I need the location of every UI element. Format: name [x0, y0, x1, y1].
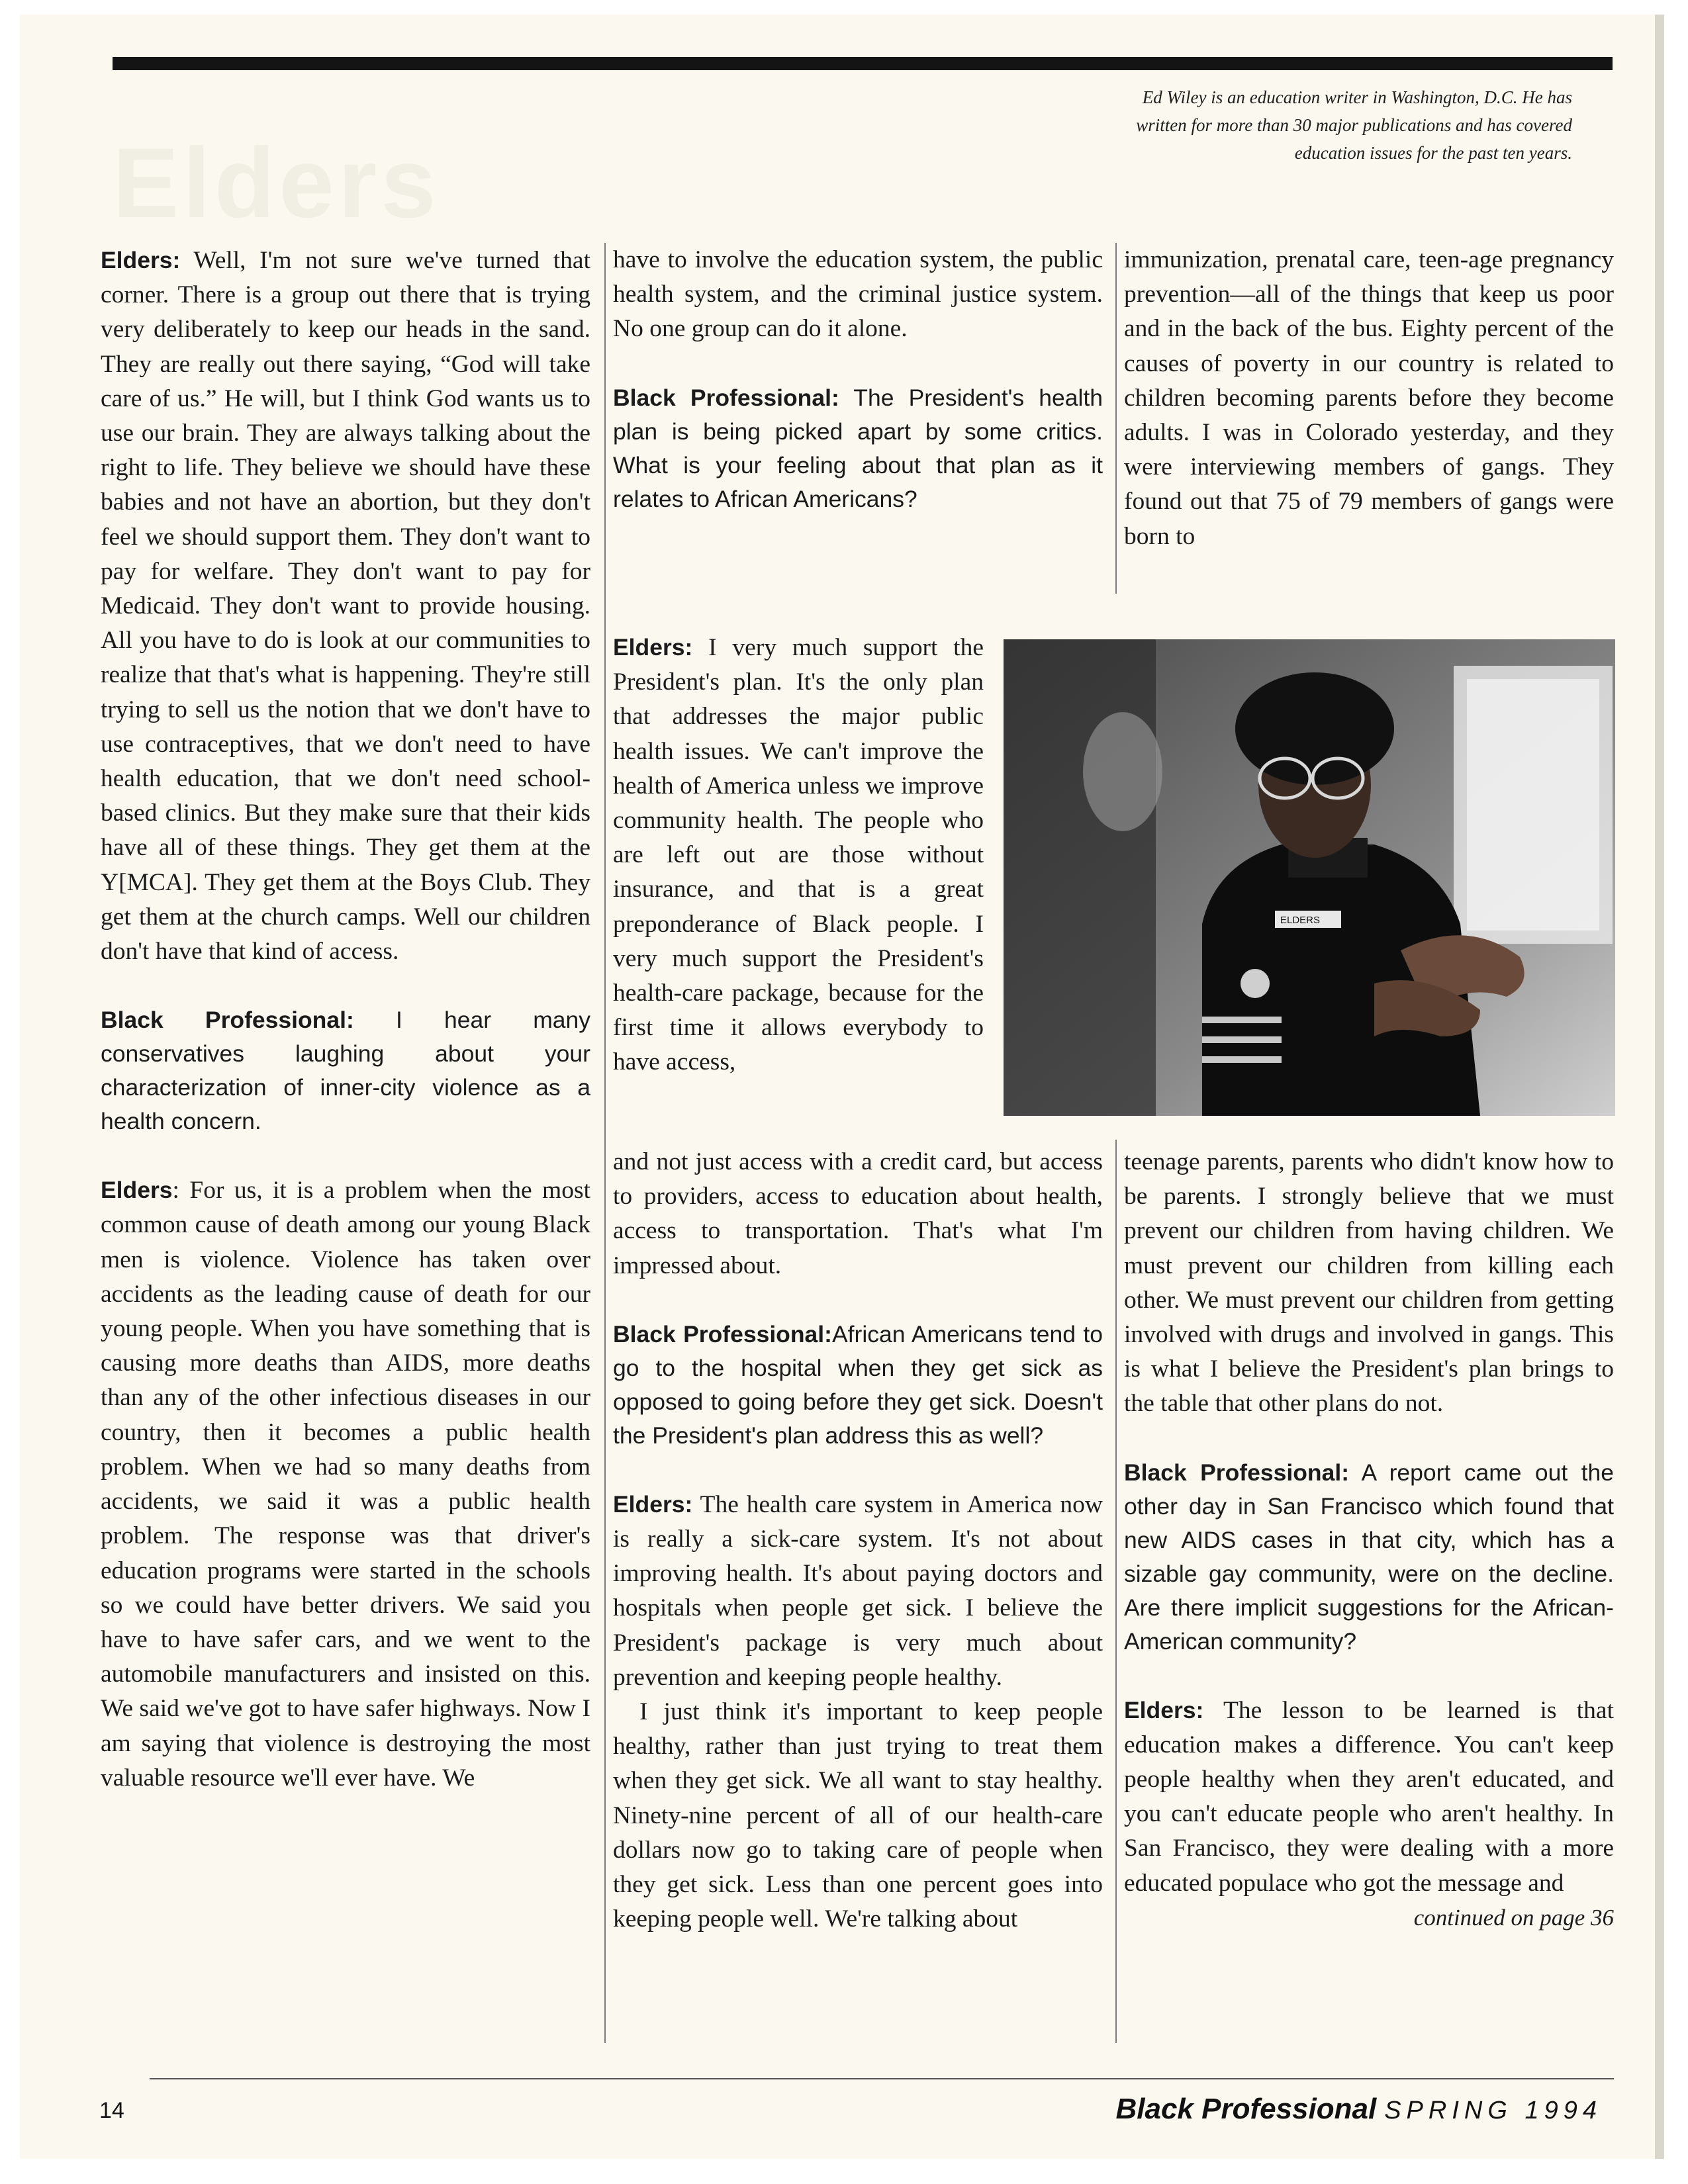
continued-note: continued on page 36 — [1413, 1904, 1614, 1931]
speaker-label: Elders: — [613, 1490, 693, 1518]
answer-paragraph: Elders: I very much support the President's plan. It's the only plan that addresses the major public health issues. We can't improve the health of America unless we improve community health. The people who are left out are those without insurance, and that is a great preponderance of Black people. I very much support the President's health-care package, because for the first time it allows everybody to have access, — [613, 634, 984, 1076]
answer-paragraph: have to involve the education system, the public health system, and the criminal justice system. No one group can do it alone. — [613, 246, 1103, 343]
footer-rule — [150, 2078, 1614, 2079]
question-paragraph: Black Professional: A report came out the other day in San Francisco which found that new AIDS cases in that city, which has a sizable gay community, were on the decline. Are there implicit suggestions for the African-American community? — [1124, 1459, 1614, 1655]
column-2-beside-photo — [613, 630, 984, 1080]
answer-paragraph: Elders: The health care system in America now is really a sick-care system. It's not about improving health. It's about paying doctors and hospitals when people get sick. I believe the President's package is very much about prevention and keeping people healthy. — [613, 1490, 1103, 1691]
answer-paragraph: I just think it's important to keep people healthy, rather than just trying to treat them when they get sick. We all want to stay healthy. Ninety-nine percent of all of our health-care dollars now go to taking care of people when they get sick. Less than one percent goes into keeping people well. We're talking about — [613, 1698, 1103, 1933]
speaker-label: Black Professional: — [613, 1320, 832, 1347]
top-rule — [113, 57, 1613, 70]
answer-paragraph: Elders: The lesson to be learned is that education makes a difference. You can't keep people healthy when they aren't educated, and you can't educate people who aren't healthy. In San Francisco, they were dealing with a more educated populace who got the message and — [1124, 1696, 1614, 1897]
column-divider — [1115, 1140, 1117, 2043]
speaker-label: Elders — [101, 1177, 173, 1204]
magazine-page — [20, 15, 1664, 2159]
question-paragraph: Black Professional:African Americans tend to go to the hospital when they get sick as opposed to going before they get sick. Doesn't the President's plan address this as well? — [613, 1320, 1103, 1449]
name-badge: ELDERS — [1280, 915, 1321, 926]
page-number: 14 — [99, 2098, 124, 2123]
faded-heading: Elders — [113, 127, 440, 238]
column-3 — [1124, 243, 1614, 554]
speaker-label: Elders: — [613, 634, 693, 660]
column-divider — [1115, 243, 1117, 594]
speaker-label: Black Professional: — [1124, 1459, 1350, 1486]
column-2-lower — [613, 1145, 1103, 1936]
answer-continued: teenage parents, parents who didn't know how to be parents. I strongly believe that we must prevent our children from having children. We must prevent our children from killing each other. We must prevent our children from getting involved with drugs and involved in gangs. This is what I believe the President's plan brings to the table that other plans do not. — [1124, 1148, 1614, 1418]
speaker-label: Black Professional: — [101, 1007, 354, 1034]
speaker-label: Elders: — [101, 247, 181, 273]
answer-paragraph: immunization, prenatal care, teen-age pregnancy prevention—all of the things that keep us poor and in the back of the bus. Eighty percent of the causes of poverty in our country is related to children becoming parents before they become adults. I was in Colorado yesterday, and they were interviewing members of gangs. They found out that 75 of 79 members of gangs were born to — [1124, 246, 1614, 550]
question-paragraph: Black Professional: The President's health plan is being picked apart by some critics. What is your feeling about that plan as it relates to African Americans? — [613, 384, 1103, 512]
column-2 — [613, 243, 1103, 516]
column-1 — [101, 243, 590, 1796]
speaker-label: Elders: — [1124, 1696, 1204, 1723]
speaker-label: Black Professional: — [613, 384, 839, 411]
column-divider — [604, 243, 606, 2043]
column-3-lower — [1124, 1145, 1614, 1935]
question-paragraph: Black Professional: I hear many conservatives laughing about your characterization of inner-city violence as a health concern. — [101, 1007, 590, 1135]
answer-continued: and not just access with a credit card, but access to providers, access to education about health, access to transportation. That's what I'm impressed about. — [613, 1148, 1103, 1279]
magazine-footer — [1115, 2093, 1602, 2126]
magazine-name: Black Professional — [1115, 2093, 1377, 2125]
portrait-photo — [1004, 639, 1615, 1116]
issue-date: SPRING 1994 — [1384, 2097, 1602, 2124]
answer-paragraph: Elders: Well, I'm not sure we've turned that corner. There is a group out there that is trying very deliberately to keep our heads in the sand. They are really out there saying, “God will take care of us.” He will, but I think God wants us to use our brain. They are always talking about the right to life. They believe we should have these babies and not have an abortion, but they don't feel we should support them. They don't want to pay for welfare. They don't want to pay for Medicaid. They don't want to provide housing. All you have to do is look at our communities to realize that that's what is happening. They're still trying to sell us the notion that we don't have to use contraceptives, that we don't need to have health education, that we don't need school-based clinics. But they make sure that their kids have all of these things. They get them at the Y[MCA]. They get them at the Boys Club. They get them at the church camps. Well our children don't have that kind of access. — [101, 247, 591, 966]
answer-paragraph: Elders: For us, it is a problem when the most common cause of death among our young Black men is violence. Violence has taken over accidents as the leading cause of death for our young people. When you have something that is causing more deaths than AIDS, more deaths than any of the other infectious diseases in our country, then it becomes a public health problem. When we had so many deaths from accidents, we said it was a public health problem. The response was that driver's education programs were started in the schools so we could have better drivers. We said you have to have safer cars, and we went to the automobile manufacturers and insisted on this. We said we've got to have safer highways. Now I am saying that violence is destroying the most valuable resource we'll ever have. We — [101, 1177, 590, 1792]
author-byline: Ed Wiley is an education writer in Washington, D.C. He has written for more than 30 major publications and has covered education issues for the past ten years. — [1136, 87, 1572, 163]
